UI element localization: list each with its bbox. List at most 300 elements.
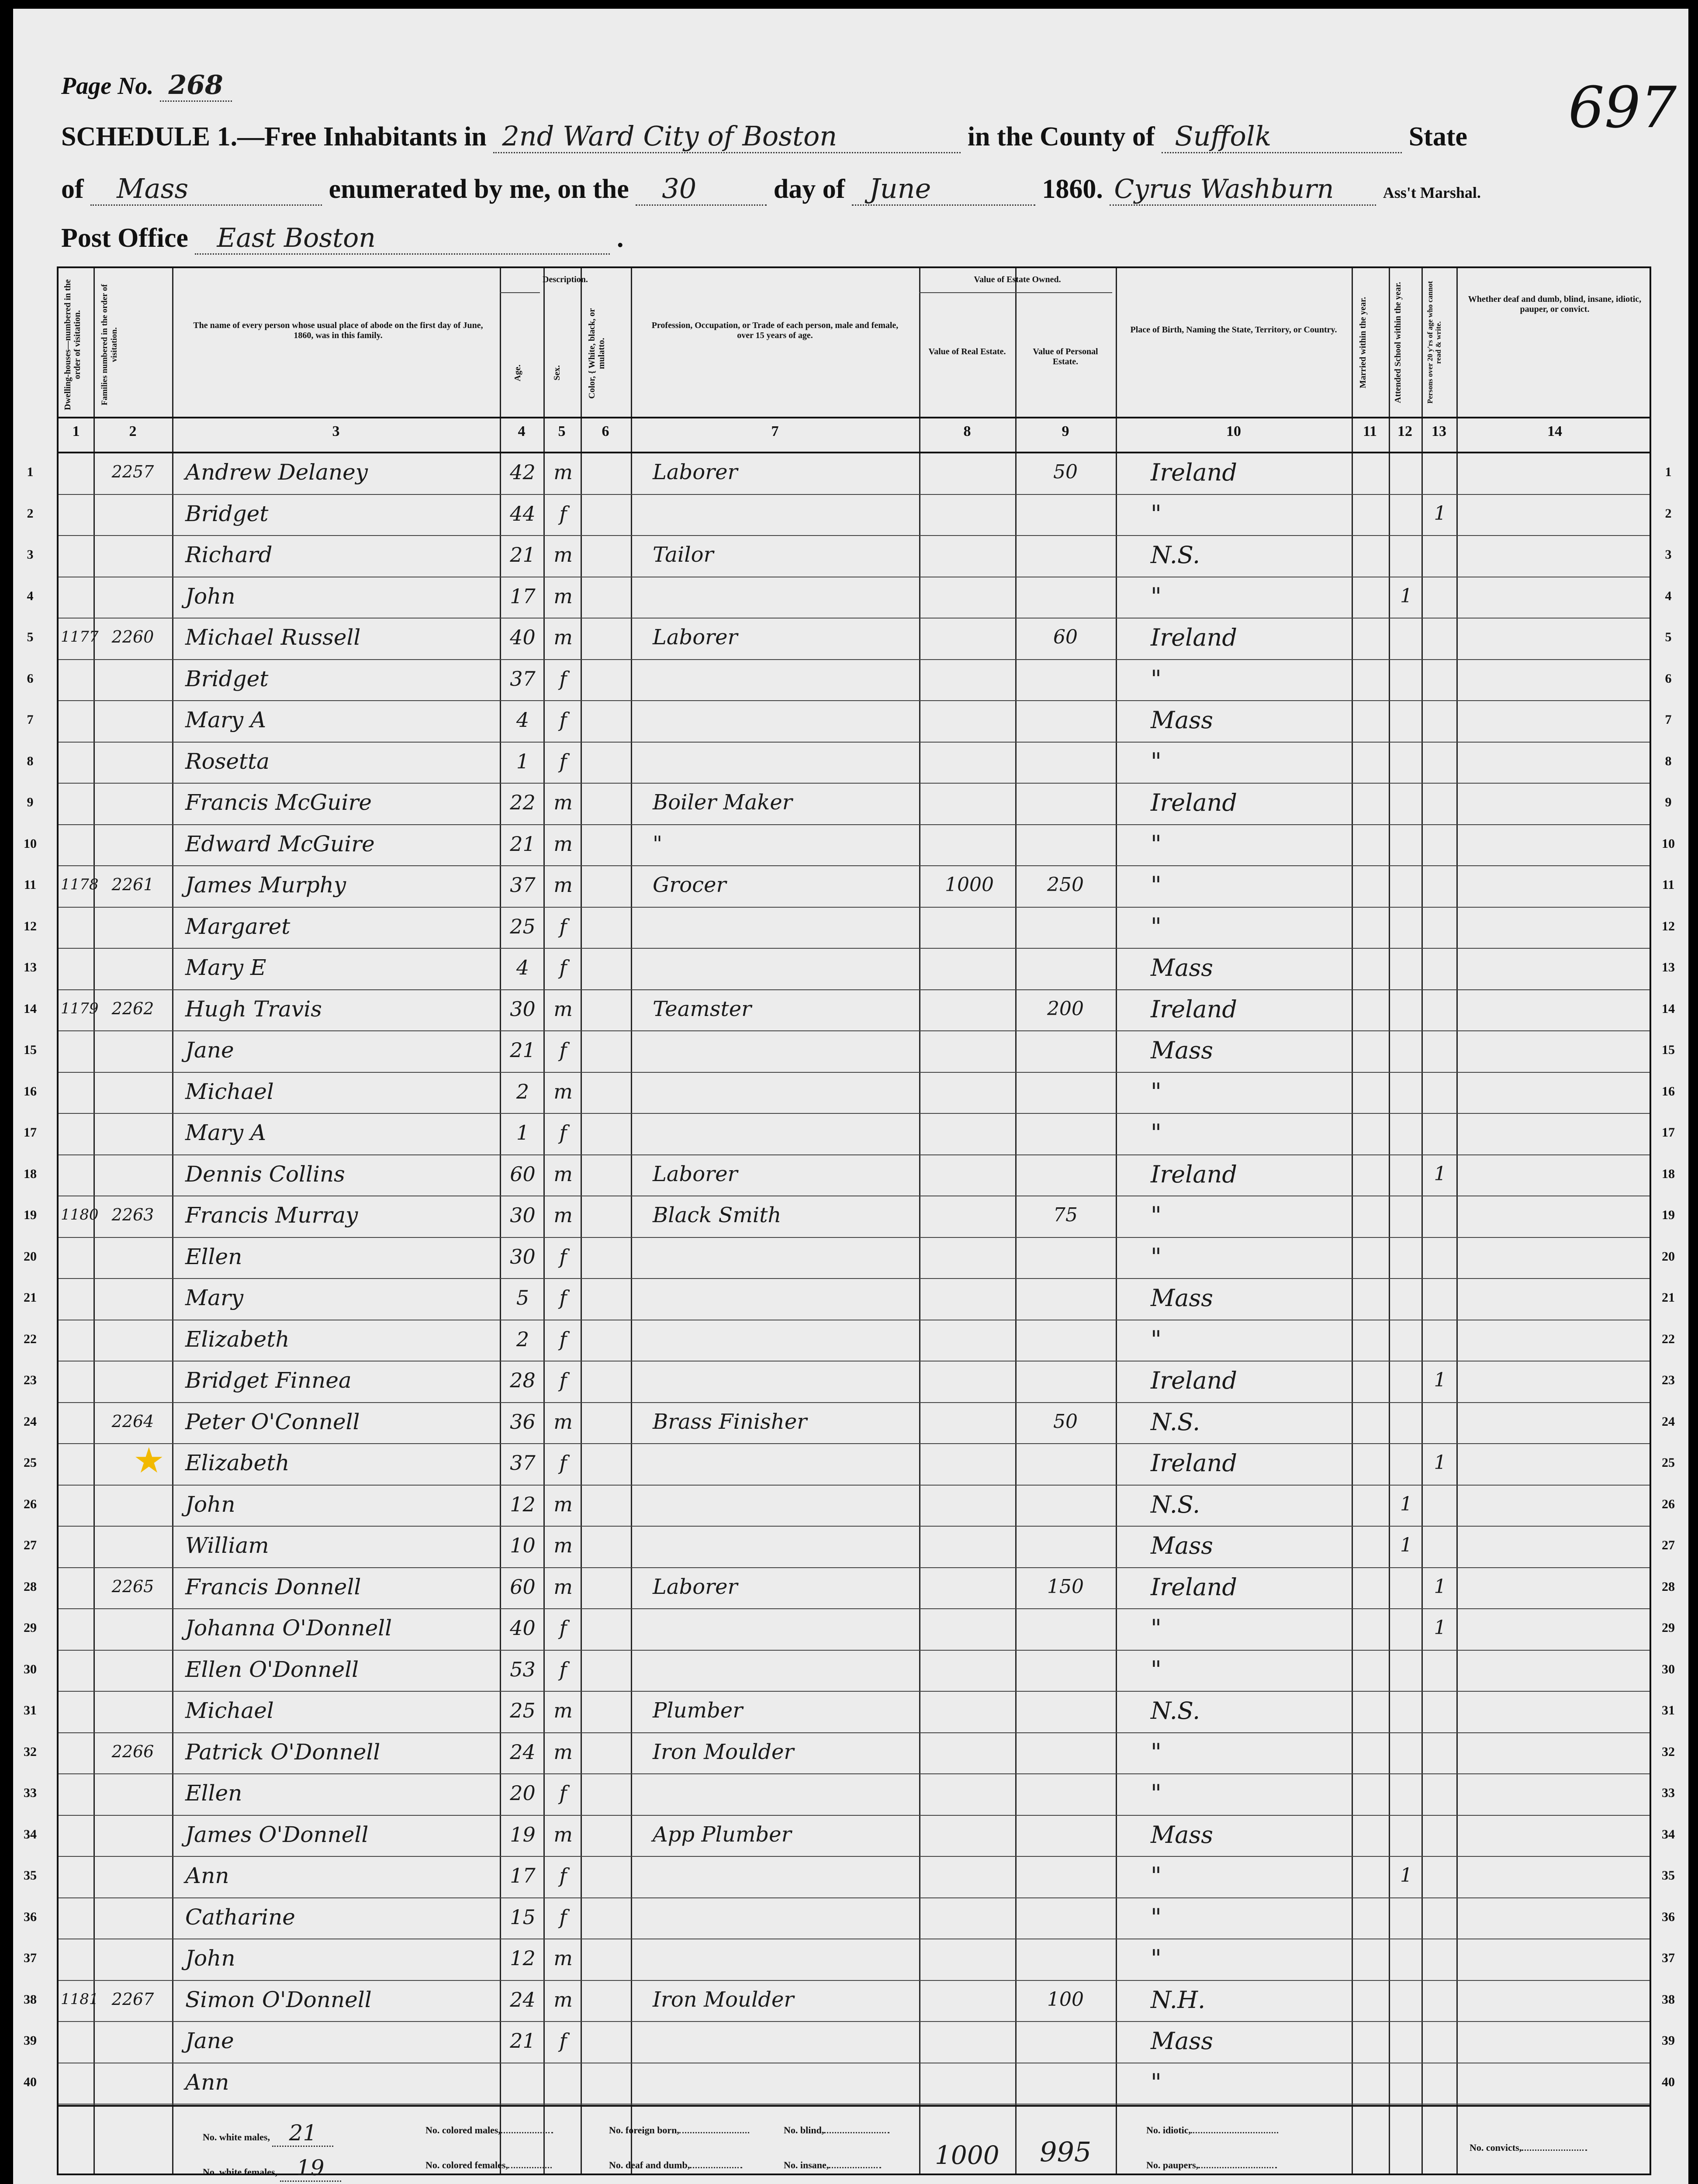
cell-birth: Ireland: [1151, 995, 1237, 1023]
col-head-married: Married within the year.: [1358, 297, 1368, 388]
col-head-personal-estate: Value of Personal Estate.: [1033, 347, 1098, 366]
cell-sex: m: [553, 625, 573, 650]
row-number-left: 18: [24, 1166, 37, 1181]
cell-sex: f: [559, 1451, 567, 1475]
cell-age: 36: [510, 1410, 536, 1434]
cell-illit: 1: [1434, 1617, 1446, 1639]
row-number-left: 3: [27, 547, 34, 562]
footer-foreign-born: No. foreign born,: [609, 2125, 749, 2136]
cell-birth: Mass: [1151, 1284, 1213, 1312]
cell-name: Ellen: [185, 1244, 242, 1269]
row-number-right: 34: [1662, 1827, 1675, 1842]
cell-age: 25: [510, 1699, 536, 1723]
cell-name: Ann: [185, 2069, 229, 2095]
row-number-left: 15: [24, 1043, 37, 1057]
row-number-right: 9: [1665, 795, 1672, 809]
cell-age: 12: [510, 1492, 536, 1516]
cell-birth: Mass: [1151, 1821, 1213, 1849]
cell-age: 1: [516, 1121, 529, 1145]
cell-age: 4: [516, 956, 529, 980]
cell-illit: 1: [1434, 1162, 1446, 1185]
white-males-count: 21: [272, 2120, 333, 2147]
cell-birth: ": [1151, 1780, 1162, 1807]
col-head-name: The name of every person whose usual place of abode on the first day of June, 1860, was in this family.: [193, 321, 483, 340]
row-number-left: 1: [27, 465, 34, 479]
cell-pers: 200: [1047, 997, 1084, 1020]
row-number-left: 16: [24, 1084, 37, 1099]
schedule-line-1: SCHEDULE 1.—Free Inhabitants in 2nd Ward City of Boston in the County of Suffolk State: [61, 120, 1467, 153]
cell-birth: Ireland: [1151, 1449, 1237, 1477]
cell-occ: Teamster: [653, 996, 752, 1021]
cell-birth: N.S.: [1151, 1490, 1200, 1518]
cell-name: Margaret: [185, 913, 290, 939]
cell-occ: Grocer: [653, 873, 726, 898]
census-table: [24, 266, 1675, 2181]
row-number-right: 33: [1662, 1786, 1675, 1800]
cell-birth: Ireland: [1151, 789, 1237, 817]
cell-name: John: [185, 1491, 235, 1517]
cell-age: 24: [510, 1740, 536, 1764]
cell-real: 1000: [945, 874, 994, 896]
cell-name: Michael: [185, 1078, 274, 1104]
cell-age: 12: [510, 1946, 536, 1970]
cell-name: Richard: [185, 542, 273, 568]
cell-age: 21: [510, 1038, 536, 1062]
row-number-right: 14: [1662, 1001, 1675, 1016]
cell-birth: Mass: [1151, 1037, 1213, 1064]
row-number-right: 10: [1662, 836, 1675, 851]
cell-occ: App Plumber: [653, 1822, 792, 1847]
cell-pers: 100: [1047, 1988, 1084, 2011]
col-head-dwelling: Dwelling-houses—numbered in the order of visitation.: [63, 279, 82, 410]
row-number-right: 25: [1662, 1455, 1675, 1470]
row-number-right: 32: [1662, 1744, 1675, 1759]
row-number-left: 7: [27, 712, 34, 727]
cell-fam: 2261: [111, 875, 154, 895]
cell-sex: f: [559, 1368, 567, 1393]
cell-sex: m: [553, 1203, 573, 1227]
cell-illit: 1: [1434, 502, 1446, 525]
cell-sex: f: [559, 1244, 567, 1268]
cell-sex: m: [553, 1699, 573, 1723]
cell-occ: Plumber: [653, 1698, 743, 1723]
cell-occ: Black Smith: [653, 1203, 782, 1228]
row-number-right: 7: [1665, 712, 1672, 727]
cell-name: Ann: [185, 1863, 229, 1889]
column-number-7: 7: [771, 423, 779, 439]
cell-age: 37: [510, 667, 536, 691]
row-number-left: 9: [27, 795, 34, 809]
row-number-left: 11: [24, 878, 37, 892]
cell-birth: ": [1151, 912, 1162, 940]
row-number-right: 12: [1662, 919, 1675, 933]
cell-sex: f: [559, 1781, 567, 1805]
row-number-right: 24: [1662, 1414, 1675, 1429]
cell-sex: m: [553, 1162, 573, 1186]
column-number-5: 5: [558, 423, 566, 439]
cell-sex: m: [553, 1822, 573, 1846]
cell-birth: ": [1151, 1614, 1162, 1642]
cell-name: John: [185, 583, 235, 609]
cell-fam: 2263: [111, 1205, 154, 1225]
cell-dw: 1177: [61, 628, 99, 646]
cell-birth: Ireland: [1151, 1573, 1237, 1601]
page-number-label: Page No. 268: [61, 70, 232, 102]
row-number-right: 5: [1665, 630, 1672, 644]
column-number-12: 12: [1397, 423, 1412, 439]
cell-name: Elizabeth: [185, 1326, 290, 1352]
column-number-11: 11: [1363, 423, 1377, 439]
cell-name: James O'Donnell: [185, 1821, 369, 1847]
cell-sex: f: [559, 1905, 567, 1929]
row-number-right: 26: [1662, 1496, 1675, 1511]
row-number-left: 8: [27, 753, 34, 768]
post-office-line: Post Office East Boston .: [61, 223, 623, 255]
column-number-3: 3: [332, 423, 340, 439]
cell-birth: ": [1151, 1119, 1162, 1147]
census-page: [13, 9, 1688, 2184]
cell-fam: 2257: [111, 462, 154, 482]
row-number-right: 30: [1662, 1662, 1675, 1676]
column-number-9: 9: [1062, 423, 1069, 439]
cell-sex: f: [559, 956, 567, 980]
row-number-right: 15: [1662, 1043, 1675, 1057]
col-head-school: Attended School within the year.: [1393, 282, 1403, 403]
row-number-left: 17: [24, 1125, 37, 1140]
row-number-left: 30: [24, 1662, 37, 1676]
cell-birth: ": [1151, 871, 1162, 899]
cell-name: Mary A: [185, 707, 266, 733]
cell-name: Michael Russell: [185, 625, 361, 650]
row-number-left: 10: [24, 836, 37, 851]
cell-sex: m: [553, 1534, 573, 1558]
cell-occ: Iron Moulder: [653, 1987, 794, 2012]
cell-birth: ": [1151, 582, 1162, 610]
cell-pers: 75: [1053, 1204, 1078, 1227]
row-number-left: 29: [24, 1621, 37, 1635]
cell-birth: Ireland: [1151, 624, 1237, 652]
cell-birth: Ireland: [1151, 1160, 1237, 1188]
cell-fam: 2260: [111, 627, 154, 647]
row-number-left: 13: [24, 960, 37, 975]
cell-birth: ": [1151, 1655, 1162, 1683]
cell-sex: m: [553, 873, 573, 897]
cell-school: 1: [1400, 1864, 1412, 1887]
cell-name: Hugh Travis: [185, 996, 322, 1022]
col-head-disability: Whether deaf and dumb, blind, insane, idiotic, pauper, or convict.: [1468, 294, 1642, 314]
cell-name: Mary E: [185, 955, 266, 981]
personal-estate-total: 995: [1040, 2136, 1092, 2168]
col-head-birthplace: Place of Birth, Naming the State, Territory, or Country.: [1130, 325, 1337, 335]
cell-occ: Laborer: [653, 1161, 738, 1186]
post-office-field: East Boston: [195, 223, 610, 255]
cell-dw: 1179: [61, 999, 99, 1017]
row-number-right: 31: [1662, 1703, 1675, 1717]
cell-sex: f: [559, 1327, 567, 1351]
footer-insane: No. insane,: [784, 2160, 881, 2171]
cell-name: Francis Murray: [185, 1203, 358, 1228]
column-number-10: 10: [1226, 423, 1241, 439]
cell-birth: ": [1151, 1325, 1162, 1353]
cell-occ: Brass Finisher: [653, 1409, 807, 1434]
cell-birth: ": [1151, 1862, 1162, 1890]
row-number-left: 32: [24, 1744, 37, 1759]
col-head-occupation: Profession, Occupation, or Trade of each person, male and female, over 15 years of age.: [651, 321, 899, 340]
column-number-1: 1: [72, 423, 80, 439]
footer-colored-females: No. colored females,: [425, 2160, 552, 2171]
cell-occ: ": [653, 831, 663, 856]
cell-name: Johanna O'Donnell: [185, 1615, 392, 1641]
row-number-left: 2: [27, 506, 34, 521]
cell-fam: 2265: [111, 1576, 154, 1596]
cell-sex: m: [553, 584, 573, 608]
cell-name: Edward McGuire: [185, 831, 375, 857]
cell-name: Andrew Delaney: [185, 460, 368, 485]
ward-field: 2nd Ward City of Boston: [493, 120, 961, 153]
cell-sex: f: [559, 914, 567, 938]
row-number-right: 18: [1662, 1166, 1675, 1181]
row-number-right: 16: [1662, 1084, 1675, 1099]
cell-sex: m: [553, 1079, 573, 1103]
cell-school: 1: [1400, 1493, 1412, 1515]
cell-illit: 1: [1434, 1575, 1446, 1598]
footer-convicts: No. convicts,: [1470, 2142, 1587, 2153]
cell-age: 17: [510, 584, 536, 608]
cell-sex: f: [559, 501, 567, 525]
cell-school: 1: [1400, 1534, 1412, 1557]
cell-school: 1: [1400, 584, 1412, 607]
cell-age: 21: [510, 543, 536, 567]
col-head-age: Age.: [513, 364, 522, 382]
row-number-right: 3: [1665, 547, 1672, 562]
row-number-left: 27: [24, 1538, 37, 1552]
cell-age: 15: [510, 1905, 536, 1929]
footer-white-females: No. white females, 19: [203, 2155, 341, 2182]
cell-occ: Laborer: [653, 1574, 738, 1599]
row-number-right: 8: [1665, 753, 1672, 768]
cell-pers: 50: [1053, 461, 1078, 484]
cell-age: 24: [510, 1987, 536, 2011]
row-number-left: 21: [24, 1290, 37, 1305]
cell-illit: 1: [1434, 1451, 1446, 1474]
cell-sex: f: [559, 1616, 567, 1640]
col-head-description: Description.: [543, 275, 588, 284]
row-number-left: 34: [24, 1827, 37, 1842]
row-number-right: 4: [1665, 588, 1672, 603]
cell-sex: m: [553, 997, 573, 1021]
row-number-right: 35: [1662, 1868, 1675, 1883]
cell-age: 4: [516, 708, 529, 732]
footer-idiotic: No. idiotic,: [1146, 2125, 1278, 2136]
cell-sex: m: [553, 1946, 573, 1970]
footer-deaf-dumb: No. deaf and dumb,: [609, 2160, 742, 2171]
cell-birth: Mass: [1151, 954, 1213, 982]
row-number-left: 12: [24, 919, 37, 933]
highlight-star-icon: ★: [133, 1442, 165, 1480]
row-number-right: 36: [1662, 1909, 1675, 1924]
row-number-right: 21: [1662, 1290, 1675, 1305]
cell-name: Ellen: [185, 1780, 242, 1806]
cell-age: 60: [510, 1575, 536, 1599]
cell-sex: m: [553, 1740, 573, 1764]
cell-sex: f: [559, 749, 567, 773]
footer-paupers: No. paupers,: [1146, 2160, 1277, 2171]
cell-age: 30: [510, 997, 536, 1021]
cell-occ: Laborer: [653, 625, 738, 650]
cell-sex: m: [553, 460, 573, 484]
cell-illit: 1: [1434, 1369, 1446, 1392]
cell-name: Francis McGuire: [185, 790, 372, 816]
white-females-count: 19: [280, 2155, 341, 2182]
cell-birth: ": [1151, 1903, 1162, 1931]
cell-age: 40: [510, 625, 536, 650]
col-head-real-estate: Value of Real Estate.: [928, 347, 1006, 356]
cell-birth: N.S.: [1151, 541, 1200, 569]
cell-sex: f: [559, 708, 567, 732]
row-number-left: 39: [24, 2033, 37, 2048]
cell-occ: Tailor: [653, 543, 714, 567]
cell-name: Bridget: [185, 501, 269, 526]
marshal-name: Cyrus Washburn: [1110, 174, 1376, 206]
row-number-right: 22: [1662, 1331, 1675, 1346]
cell-birth: ": [1151, 1078, 1162, 1106]
row-number-right: 17: [1662, 1125, 1675, 1140]
col-head-color: Color, { White, black, or mulatto.: [587, 308, 606, 399]
row-number-left: 4: [27, 588, 34, 603]
cell-sex: f: [559, 1657, 567, 1681]
row-number-right: 38: [1662, 1992, 1675, 2007]
row-number-left: 28: [24, 1579, 37, 1594]
cell-sex: f: [559, 1038, 567, 1062]
cell-fam: 2264: [111, 1411, 154, 1431]
row-number-left: 26: [24, 1496, 37, 1511]
cell-name: Patrick O'Donnell: [185, 1739, 380, 1765]
cell-sex: f: [559, 1864, 567, 1888]
row-number-left: 36: [24, 1909, 37, 1924]
row-number-left: 14: [24, 1001, 37, 1016]
day-field: 30: [636, 173, 767, 206]
column-number-14: 14: [1547, 423, 1562, 439]
cell-name: Jane: [185, 2028, 234, 2054]
cell-age: 44: [510, 501, 536, 525]
row-number-left: 40: [24, 2074, 37, 2089]
col-head-family: Families numbered in the order of visitation.: [100, 284, 119, 405]
cell-birth: N.S.: [1151, 1408, 1200, 1436]
row-number-right: 39: [1662, 2033, 1675, 2048]
cell-sex: m: [553, 1410, 573, 1434]
row-number-right: 23: [1662, 1373, 1675, 1387]
cell-birth: ": [1151, 2068, 1162, 2096]
cell-dw: 1180: [61, 1206, 99, 1224]
cell-name: John: [185, 1946, 235, 1971]
row-number-right: 6: [1665, 671, 1672, 686]
row-number-left: 5: [27, 630, 34, 644]
cell-sex: f: [559, 1286, 567, 1310]
footer-white-males: No. white males, 21: [203, 2120, 333, 2147]
cell-name: James Murphy: [185, 872, 346, 898]
cell-birth: ": [1151, 500, 1162, 528]
row-number-left: 24: [24, 1414, 37, 1429]
row-number-left: 20: [24, 1249, 37, 1264]
row-number-right: 2: [1665, 506, 1672, 521]
cell-birth: ": [1151, 1243, 1162, 1271]
cell-sex: m: [553, 1987, 573, 2011]
row-number-right: 13: [1662, 960, 1675, 975]
cell-birth: ": [1151, 1945, 1162, 1973]
cell-pers: 60: [1053, 626, 1078, 649]
row-number-right: 1: [1665, 465, 1672, 479]
cell-sex: f: [559, 1121, 567, 1145]
cell-birth: N.S.: [1151, 1697, 1200, 1725]
cell-name: Simon O'Donnell: [185, 1987, 372, 2012]
cell-name: Bridget Finnea: [185, 1368, 352, 1393]
cell-dw: 1181: [61, 1990, 99, 2008]
cell-pers: 250: [1047, 874, 1084, 896]
footer-colored-males: No. colored males,: [425, 2125, 553, 2136]
cell-age: 60: [510, 1162, 536, 1186]
row-number-right: 19: [1662, 1208, 1675, 1222]
cell-name: Elizabeth: [185, 1450, 290, 1476]
cell-occ: Boiler Maker: [653, 790, 792, 815]
cell-name: Michael: [185, 1698, 274, 1724]
cell-name: Peter O'Connell: [185, 1409, 360, 1434]
row-number-left: 31: [24, 1703, 37, 1717]
cell-sex: f: [559, 667, 567, 691]
cell-name: Jane: [185, 1037, 234, 1063]
cell-age: 20: [510, 1781, 536, 1805]
col-head-illiterate: Persons over 20 y'rs of age who cannot read & write.: [1426, 281, 1442, 404]
cell-age: 17: [510, 1864, 536, 1888]
cell-name: Bridget: [185, 666, 269, 691]
cell-sex: m: [553, 1575, 573, 1599]
cell-age: 10: [510, 1534, 536, 1558]
row-number-left: 22: [24, 1331, 37, 1346]
col-head-estate: Value of Estate Owned.: [974, 275, 1061, 284]
cell-age: 28: [510, 1368, 536, 1393]
column-number-6: 6: [602, 423, 609, 439]
cell-name: Catharine: [185, 1904, 295, 1930]
cell-birth: Mass: [1151, 2027, 1213, 2055]
row-number-left: 37: [24, 1951, 37, 1965]
row-number-left: 33: [24, 1786, 37, 1800]
cell-birth: ": [1151, 830, 1162, 858]
cell-birth: ": [1151, 665, 1162, 693]
cell-name: Mary: [185, 1285, 244, 1311]
row-number-right: 20: [1662, 1249, 1675, 1264]
column-number-13: 13: [1432, 423, 1446, 439]
cell-age: 40: [510, 1616, 536, 1640]
cell-pers: 50: [1053, 1410, 1078, 1433]
row-number-right: 11: [1662, 878, 1675, 892]
cell-dw: 1178: [61, 876, 99, 894]
row-number-left: 35: [24, 1868, 37, 1883]
real-estate-total: 1000: [935, 2140, 999, 2170]
cell-age: 37: [510, 873, 536, 897]
month-field: June: [852, 173, 1035, 206]
cell-sex: m: [553, 543, 573, 567]
row-number-left: 25: [24, 1455, 37, 1470]
cell-age: 30: [510, 1244, 536, 1268]
row-number-right: 40: [1662, 2074, 1675, 2089]
county-field: Suffolk: [1162, 120, 1402, 153]
cell-age: 25: [510, 914, 536, 938]
cell-age: 37: [510, 1451, 536, 1475]
cell-age: 5: [516, 1286, 529, 1310]
column-number-2: 2: [129, 423, 137, 439]
cell-fam: 2262: [111, 999, 154, 1018]
cell-pers: 150: [1047, 1575, 1084, 1598]
cell-birth: Mass: [1151, 1532, 1213, 1560]
